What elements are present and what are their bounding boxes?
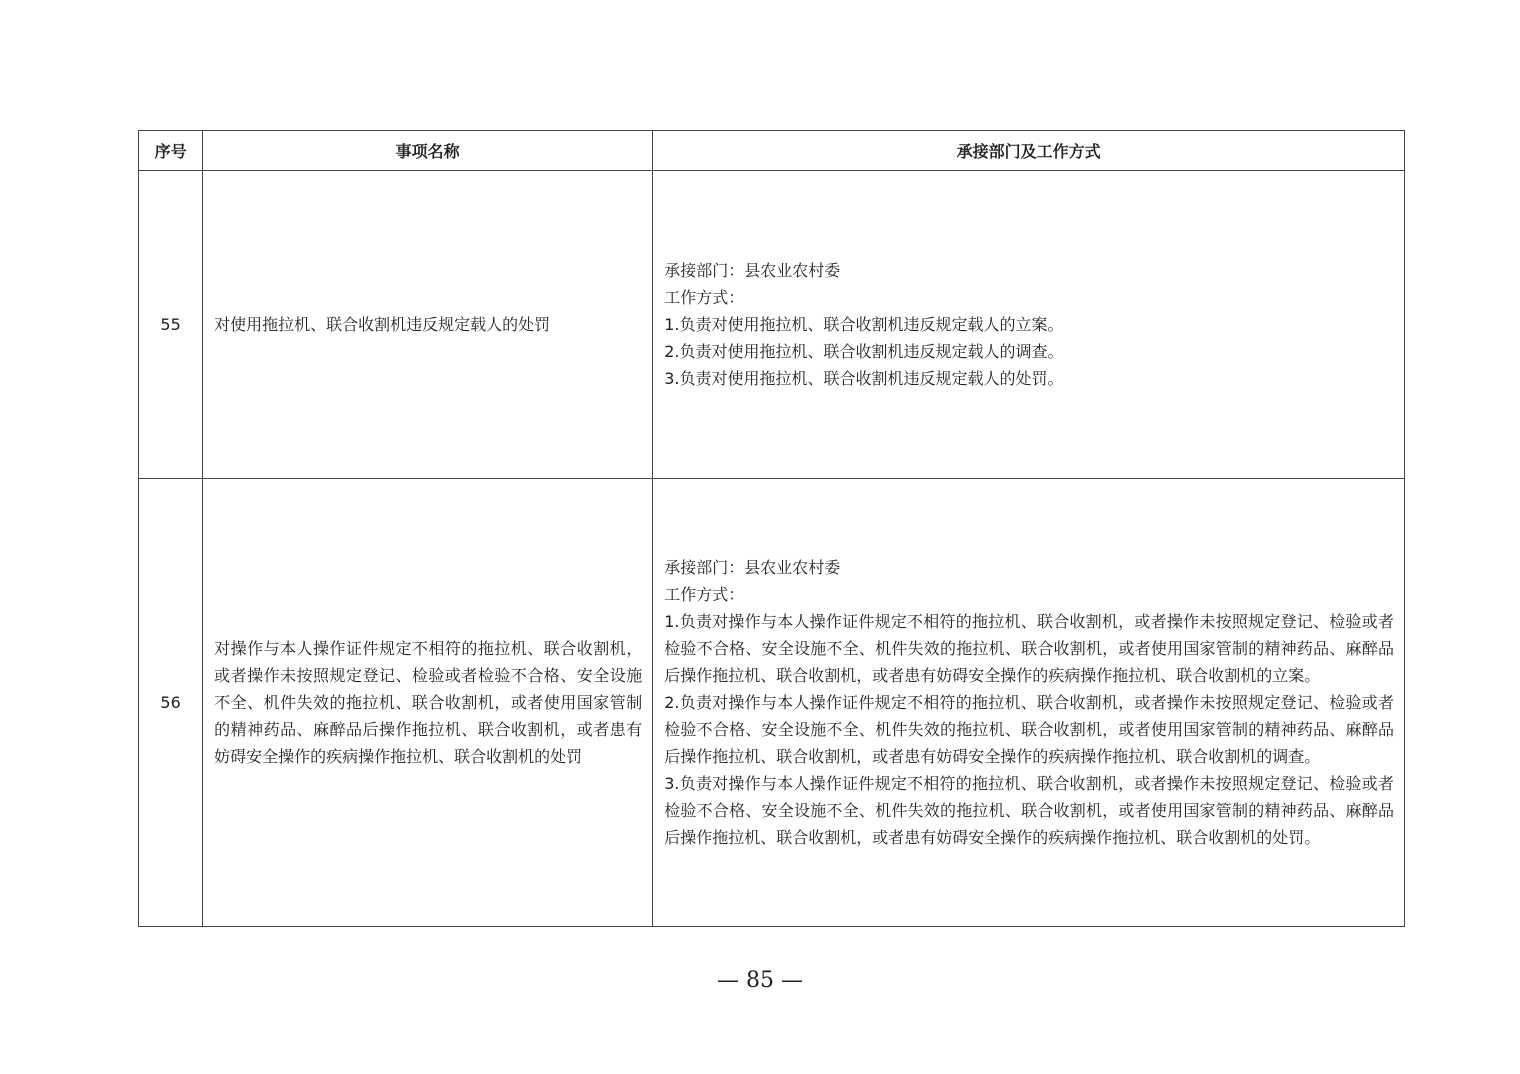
undertaking-department: 承接部门：县农业农村委 [664, 261, 841, 280]
header-serial-number: 序号 [139, 131, 203, 171]
work-method-label: 工作方式： [664, 585, 745, 604]
header-dept-and-method: 承接部门及工作方式 [653, 131, 1405, 171]
matters-table [138, 130, 1405, 927]
row-dept-and-method [653, 479, 1405, 927]
work-step: 3.负责对操作与本人操作证件规定不相符的拖拉机、联合收割机，或者操作未按照规定登记、检验或者检验不合格、安全设施不全、机件失效的拖拉机、联合收割机，或者使用国家管制的精神药品、麻醉品后操作拖拉机、联合收割机，或者患有妨碍安全操作的疾病操作拖拉机、联合收割机的处罚。 [664, 774, 1394, 847]
undertaking-department: 承接部门：县农业农村委 [664, 558, 841, 577]
table-row [139, 171, 1405, 479]
work-step: 2.负责对操作与本人操作证件规定不相符的拖拉机、联合收割机，或者操作未按照规定登记、检验或者检验不合格、安全设施不全、机件失效的拖拉机、联合收割机，或者使用国家管制的精神药品、麻醉品后操作拖拉机、联合收割机，或者患有妨碍安全操作的疾病操作拖拉机、联合收割机的调查。 [664, 693, 1394, 766]
row-dept-and-method [653, 171, 1405, 479]
work-step: 1.负责对使用拖拉机、联合收割机违反规定载人的立案。 [664, 315, 1064, 334]
work-step: 1.负责对操作与本人操作证件规定不相符的拖拉机、联合收割机，或者操作未按照规定登记、检验或者检验不合格、安全设施不全、机件失效的拖拉机、联合收割机，或者使用国家管制的精神药品、麻醉品后操作拖拉机、联合收割机，或者患有妨碍安全操作的疾病操作拖拉机、联合收割机的立案。 [664, 612, 1394, 685]
row-item-name: 对操作与本人操作证件规定不相符的拖拉机、联合收割机，或者操作未按照规定登记、检验或者检验不合格、安全设施不全、机件失效的拖拉机、联合收割机，或者使用国家管制的精神药品、麻醉品后操作拖拉机、联合收割机，或者患有妨碍安全操作的疾病操作拖拉机、联合收割机的处罚 [203, 479, 653, 927]
row-serial-number: 55 [139, 171, 203, 479]
row-item-name: 对使用拖拉机、联合收割机违反规定载人的处罚 [203, 171, 653, 479]
work-step: 2.负责对使用拖拉机、联合收割机违反规定载人的调查。 [664, 342, 1064, 361]
page-number: — 85 — [717, 968, 803, 993]
table-row [139, 479, 1405, 927]
header-item-name: 事项名称 [203, 131, 653, 171]
table-header-row [139, 131, 1405, 171]
work-method-label: 工作方式： [664, 288, 745, 307]
row-serial-number: 56 [139, 479, 203, 927]
work-step: 3.负责对使用拖拉机、联合收割机违反规定载人的处罚。 [664, 369, 1064, 388]
